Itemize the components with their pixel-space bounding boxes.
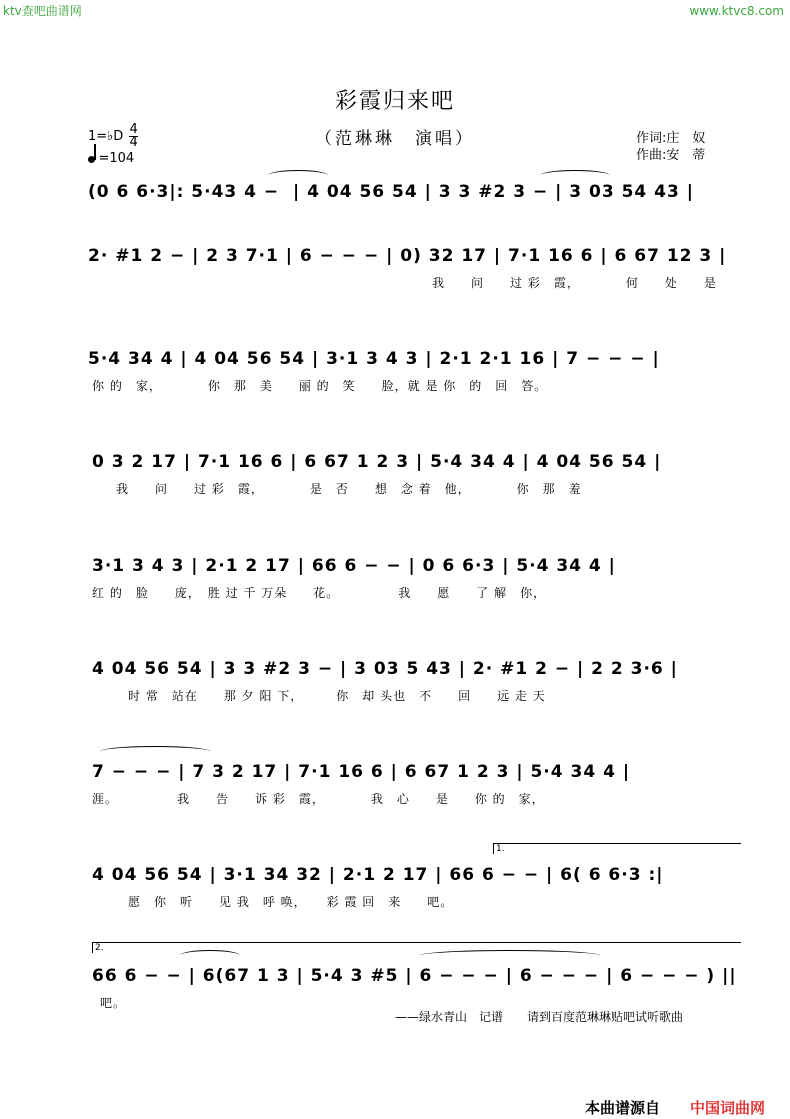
lyric-row-4: 我 问 过 彩 霞， 是 否 想 念 着 他， 你 那 羞 <box>116 482 582 496</box>
composer-credit: 作曲:安 蒂 <box>636 148 706 163</box>
slur <box>100 746 210 757</box>
performer: （范琳琳 演唱） <box>315 129 475 149</box>
score-row-4: 0 3 2 17 | 7·1 16 6 | 6 67 1 2 3 | 5·4 34 4 | 4 04 56 54 | <box>92 452 662 472</box>
transcriber-note: ——绿水青山 记谱 请到百度范琳琳贴吧试听歌曲 <box>395 1010 684 1024</box>
watermark-right: www.ktvc8.com <box>689 4 784 18</box>
first-ending-bracket <box>493 843 741 854</box>
slur <box>180 950 240 961</box>
score-row-1: (0 6 6·3|: 5·43 4 − | 4 04 56 54 | 3 3 #2 3 − | 3 03 54 43 | <box>88 182 694 202</box>
score-row-8: 4 04 56 54 | 3·1 34 32 | 2·1 2 17 | 66 6 − − | 6( 6 6·3 :| <box>92 865 664 885</box>
slur <box>540 170 610 181</box>
lyric-row-7: 涯。 我 告 诉 彩 霞， 我 心 是 你 的 家， <box>92 792 545 806</box>
first-ending-label: 1. <box>496 844 505 854</box>
slur <box>268 170 328 181</box>
key-label: 1=♭D <box>88 129 124 144</box>
source-label: 本曲谱源自 <box>585 1099 661 1117</box>
score-row-2: 2· #1 2 − | 2 3 7·1 | 6 − − − | 0) 32 17 | 7·1 16 6 | 6 67 12 3 | <box>88 246 727 266</box>
lyric-row-9: 吧。 <box>100 996 127 1010</box>
score-row-6: 4 04 56 54 | 3 3 #2 3 − | 3 03 5 43 | 2· #1 2 − | 2 2 3·6 | <box>92 659 678 679</box>
score-row-5: 3·1 3 4 3 | 2·1 2 17 | 66 6 − − | 0 6 6·3 | 5·4 34 4 | <box>92 556 616 576</box>
score-row-7: 7 − − − | 7 3 2 17 | 7·1 16 6 | 6 67 1 2 3 | 5·4 34 4 | <box>92 762 631 782</box>
source-brand[interactable]: 中国词曲网 <box>690 1099 766 1117</box>
tempo-marking <box>88 146 134 166</box>
lyric-row-2: 我 问 过 彩 霞， 何 处 是 <box>432 276 717 290</box>
score-row-9: 66 6 − − | 6(67 1 3 | 5·4 3 #5 | 6 − − − | 6 − − − | 6 − − − ) || <box>92 966 737 986</box>
lyricist-credit: 作词:庄 奴 <box>636 131 706 146</box>
watermark-left: ktv查吧曲谱网 <box>3 4 82 18</box>
time-signature-bottom: 4 <box>129 135 138 150</box>
tempo-value: =104 <box>98 151 135 166</box>
score-row-3: 5·4 34 4 | 4 04 56 54 | 3·1 3 4 3 | 2·1 2·1 16 | 7 − − − | <box>88 349 660 369</box>
lyric-row-8: 愿 你 听 见 我 呼 唤， 彩 霞 回 来 吧。 <box>128 895 454 909</box>
lyric-row-3: 你 的 家， 你 那 美 丽 的 笑 脸，就 是 你 的 回 答。 <box>92 379 548 393</box>
slur <box>420 950 600 961</box>
time-signature-top: 4 <box>129 122 138 137</box>
second-ending-label: 2. <box>95 943 104 953</box>
song-title: 彩霞归来吧 <box>334 89 455 114</box>
lyric-row-5: 红 的 脸 庞， 胜 过 千 万朵 花。 我 愿 了 解 你， <box>92 586 547 600</box>
lyric-row-6: 时 常 站在 那 夕 阳 下， 你 却 头也 不 回 远 走 天 <box>128 689 546 703</box>
